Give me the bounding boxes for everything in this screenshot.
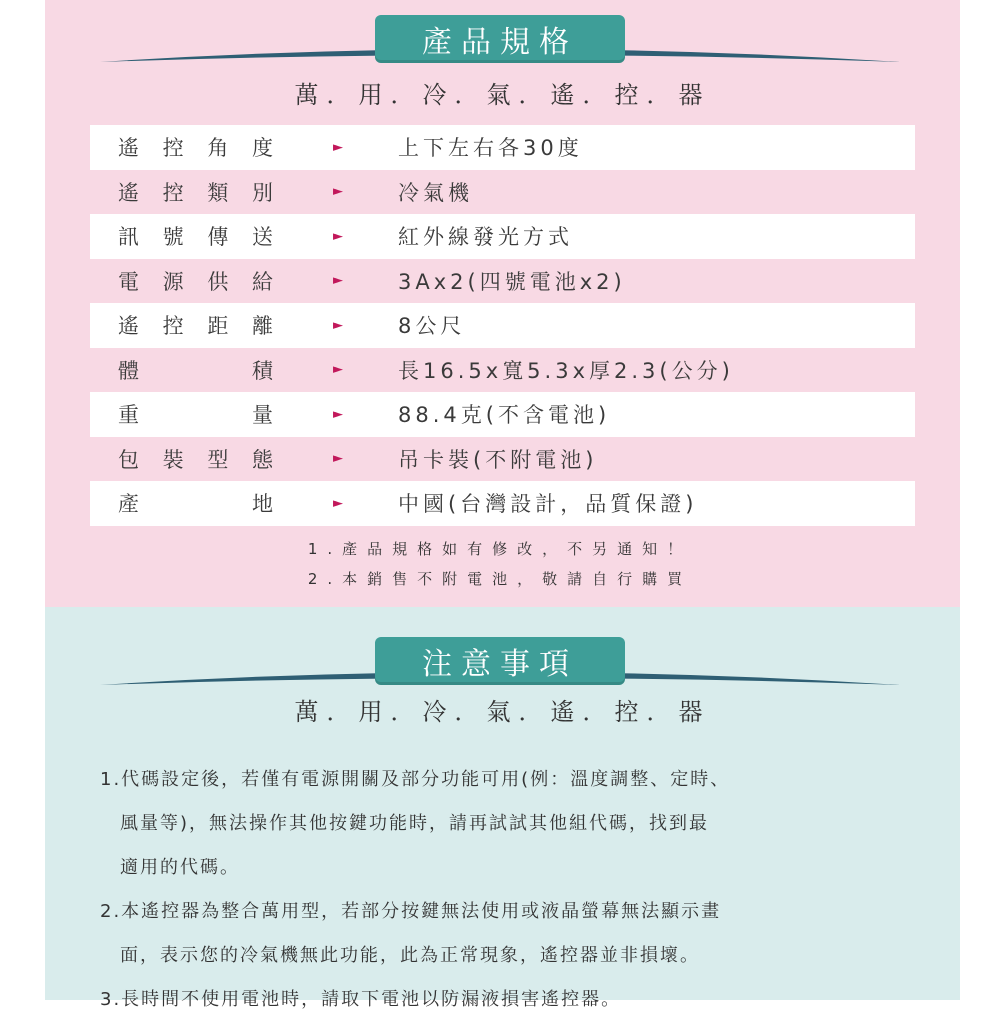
- triangle-right-icon: ►: [333, 451, 343, 467]
- spec-row-label: 重 量: [118, 403, 273, 428]
- notes-list: [100, 758, 920, 1022]
- spec-footnote: 2.本銷售不附電池，敬請自行購買: [307, 570, 693, 588]
- note-line: 風量等)，無法操作其他按鍵功能時，請再試試其他組代碼，找到最: [120, 813, 710, 834]
- triangle-right-icon: ►: [333, 273, 343, 289]
- spec-row-value: 上下左右各30度: [398, 136, 583, 161]
- spec-row-value: 長16.5x寬5.3x厚2.3(公分): [398, 358, 734, 383]
- spec-row-label: 包 裝 型 態: [118, 447, 273, 472]
- note-line: 2.本遙控器為整合萬用型，若部分按鍵無法使用或液晶螢幕無法顯示畫: [100, 901, 722, 922]
- triangle-right-icon: ►: [333, 495, 343, 511]
- note-line: 3.長時間不使用電池時，請取下電池以防漏液損害遙控器。: [100, 989, 622, 1010]
- spec-row: [90, 170, 915, 215]
- spec-row-label: 遙 控 角 度: [118, 136, 273, 161]
- spec-row: [90, 125, 915, 170]
- spec-row-value: 吊卡裝(不附電池): [398, 447, 598, 472]
- notes-title-banner: 注意事項: [375, 637, 625, 685]
- spec-row: [90, 303, 915, 348]
- spec-row-value: 紅外線發光方式: [398, 225, 573, 250]
- note-line: 面，表示您的冷氣機無此功能，此為正常現象，遙控器並非損壞。: [120, 945, 700, 966]
- notes-subtitle: 萬．用．冷．氣．遙．控．器: [294, 698, 711, 726]
- spec-row-label: 訊 號 傳 送: [118, 225, 273, 250]
- spec-row-label: 產 地: [118, 492, 273, 517]
- spec-row-label: 遙 控 類 別: [118, 180, 273, 205]
- note-line: 1.代碼設定後，若僅有電源開關及部分功能可用(例：溫度調整、定時、: [100, 769, 731, 790]
- spec-row: [90, 259, 915, 304]
- triangle-right-icon: ►: [333, 184, 343, 200]
- triangle-right-icon: ►: [333, 139, 343, 155]
- spec-row-value: 冷氣機: [398, 180, 473, 205]
- spec-title-banner: 產品規格: [375, 15, 625, 63]
- spec-row-label: 遙 控 距 離: [118, 314, 273, 339]
- triangle-right-icon: ►: [333, 406, 343, 422]
- spec-row: [90, 392, 915, 437]
- spec-table: [90, 125, 915, 526]
- spec-row: [90, 437, 915, 482]
- triangle-right-icon: ►: [333, 317, 343, 333]
- spec-row: [90, 348, 915, 393]
- spec-row-label: 體 積: [118, 358, 273, 383]
- spec-row: [90, 481, 915, 526]
- spec-row: [90, 214, 915, 259]
- spec-row-value: 88.4克(不含電池): [398, 403, 611, 428]
- note-line: 適用的代碼。: [120, 857, 240, 878]
- spec-row-value: 3Ax2(四號電池x2): [398, 269, 626, 294]
- spec-row-value: 8公尺: [398, 314, 466, 339]
- spec-row-label: 電 源 供 給: [118, 269, 273, 294]
- triangle-right-icon: ►: [333, 228, 343, 244]
- triangle-right-icon: ►: [333, 362, 343, 378]
- spec-subtitle: 萬．用．冷．氣．遙．控．器: [294, 81, 711, 109]
- spec-footnote: 1.產品規格如有修改，不另通知！: [307, 540, 693, 558]
- spec-row-value: 中國(台灣設計，品質保證): [398, 492, 698, 517]
